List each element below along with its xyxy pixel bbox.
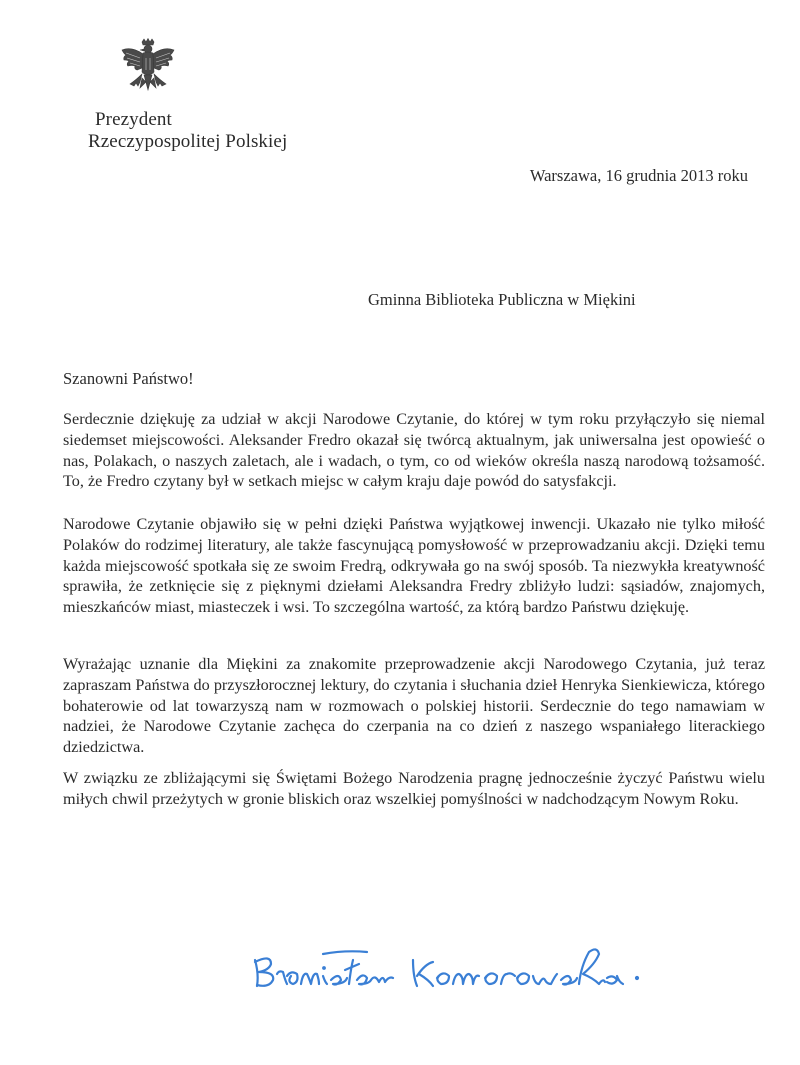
paragraph-2: Narodowe Czytanie objawiło się w pełni dzięki Państwa wyjątkowej inwencji. Ukazało nie tylko miłość Polaków do rodzimej literatury, ale także fascynującą pomysłowość w przeprowadzaniu akcji. Dzięki temu każda miejscowość spotkała się ze swoim Fredrą, odkrywała go na swój sposób. Ta niezwykła kreatywność sprawiła, że zetknięcie się z pięknymi dziełami Aleksandra Fredry zbliżyło ludzi: sąsiadów, znajomych, mieszkańców miast, miasteczek i wsi. To szczególna wartość, za którą bardzo Państwu dziękuję. [63, 515, 765, 617]
paragraph-4: W związku ze zbliżającymi się Świętami Bożego Narodzenia pragnę jednocześnie życzyć Państwu wielu miłych chwil przeżytych w gronie bliskich oraz wszelkiej pomyślności w nadchodzącym Nowym Roku. [63, 769, 765, 808]
paragraph-1: Serdecznie dziękuję za udział w akcji Narodowe Czytanie, do której w tym roku przyłączyło się niemal siedemset miejscowości. Aleksander Fredro okazał się twórcą aktualnym, jak uniwersalna jest opowieść o nas, Polakach, o naszych zaletach, ale i wadach, o tym, co od wieków określa naszą narodową tożsamość. To, że Fredro czytany był w setkach miejsc w całym kraju daje powód do satysfakcji. [63, 410, 765, 491]
polish-eagle-emblem-icon [118, 38, 178, 102]
salutation: Szanowni Państwo! [63, 369, 194, 388]
date-line: Warszawa, 16 grudnia 2013 roku [529, 166, 748, 185]
letterhead-title: Prezydent [95, 109, 172, 130]
handwritten-signature [245, 940, 675, 1000]
letterhead-subtitle: Rzeczypospolitej Polskiej [88, 131, 288, 152]
paragraph-3: Wyrażając uznanie dla Miękini za znakomite przeprowadzenie akcji Narodowego Czytania, już teraz zapraszam Państwa do przyszłorocznej lektury, do czytania i słuchania dzieł Henryka Sienkiewicza, którego bohaterowie od lat towarzyszą nam w rozmowach o polskiej historii. Serdecznie do tego namawiam w nadziei, że Narodowe Czytanie zachęca do czerpania na co dzień z naszego wspaniałego literackiego dziedzictwa. [63, 655, 765, 757]
recipient: Gminna Biblioteka Publiczna w Miękini [368, 290, 636, 309]
